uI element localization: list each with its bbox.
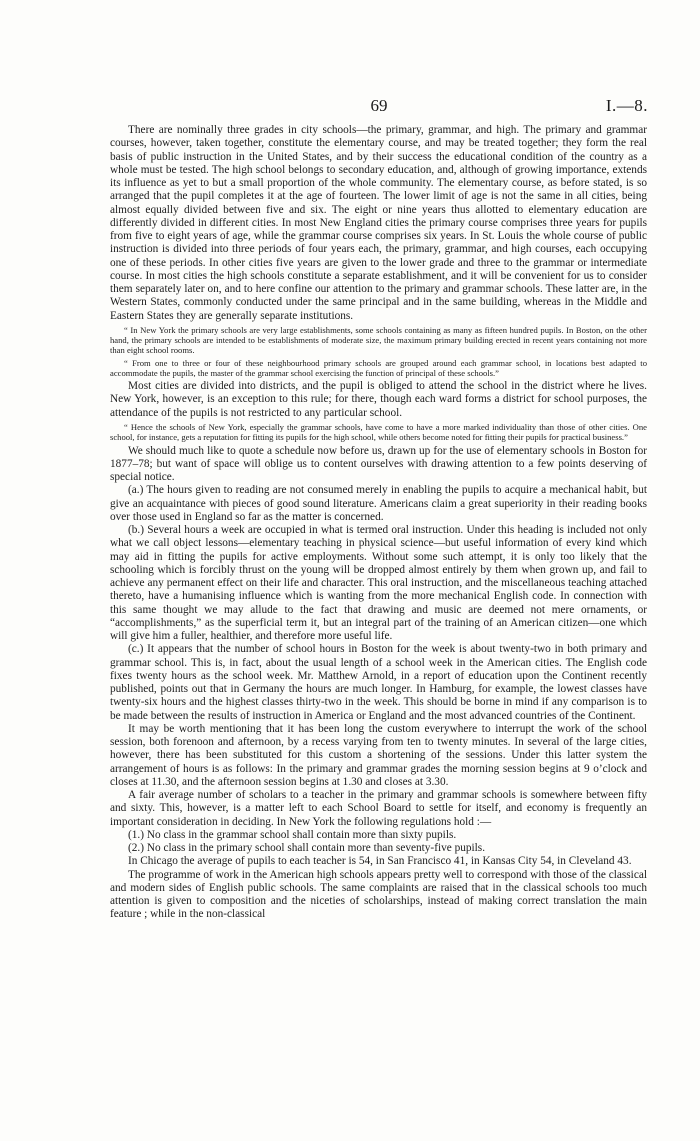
paragraph-class-size: A fair average number of scholars to a teacher in the primary and grammar schools is somewhere between fifty and sixty. This, however, is a matter left to each School Board to settle for itself, and economy is frequently an important consideration in deciding. In New York the following regulations hold :— xyxy=(110,789,647,828)
paragraph-recess: It may be worth mentioning that it has been long the custom everywhere to interrupt the work of the school session, both forenoon and afternoon, by a recess varying from ten to twenty minutes. In several of the large cities, however, there has been substituted for this custom a shortening of the sessions. Under this latter system the arrangement of hours is as follows: In the primary and grammar grades the morning session begins at 9 o’clock and closes at 11.30, and the afternoon session begins at 1.30 and closes at 3.30. xyxy=(110,722,647,788)
section-reference: I.—8. xyxy=(605,96,648,115)
body-text xyxy=(110,124,647,922)
regulation-2: (2.) No class in the primary school shall contain more than seventy-five pupils. xyxy=(128,842,486,855)
page-header xyxy=(110,96,648,120)
paragraph-point-a-reading: (a.) The hours given to reading are not consumed merely in enabling the pupils to acquire a mechanical habit, but give an acquaintance with pieces of good sound literature. Americans claim a great superiority in their reading books over those used in England so far as the matter is concerned. xyxy=(110,484,647,523)
paragraph-high-school-programme: The programme of work in the American high schools appears pretty well to correspond with those of the classical and modern sides of English public schools. The same complaints are raised that in the classical schools too much attention is given to composition and the niceties of scholarships, instead of making correct translation the main feature ; while in the non-classical xyxy=(110,868,647,921)
paragraph-districts: Most cities are divided into districts, and the pupil is obliged to attend the school in the district where he lives. New York, however, is an exception to this rule; for there, though each ward forms a district for school purposes, the attendance of the pupils is not restricted to any particular school. xyxy=(110,380,647,419)
quote-neighbourhood-schools: “ From one to three or four of these neighbourhood primary schools are grouped around each grammar school, in locations best adapted to accommodate the pupils, the master of the grammar school exercising the function of principal of these schools.” xyxy=(110,357,647,378)
paragraph-point-b-oral-instruction: (b.) Several hours a week are occupied in what is termed oral instruction. Under this heading is included not only what we call object lessons—elementary teaching in physical science—but useful information of every kind which may aid in fitting the pupils for active employments. Without some such attempt, it is only too likely that the schooling which is forcibly thrust on the young will be dropped almost entirely by them when grown up, and fail to achieve any permanent effect on their life and character. This oral instruction, and the miscellaneous teaching attached thereto, have a humanising influence which is wanting from the more mechanical English code. In connection with this same thought we may allude to the fact that drawing and music are deemed not mere ornaments, or “accomplishments,” as the superficial term it, but an integral part of the training of an American citizen—one which will give him a fuller, healthier, and therefore more useful life. xyxy=(110,524,647,643)
paragraph-city-school-grades: There are nominally three grades in city schools—the primary, grammar, and high. The primary and grammar courses, however, taken together, constitute the elementary course, and may be treated together; they form the real basis of public instruction in the United States, and by their success the educational condition of the country as a whole must be tested. The high school belongs to secondary education, and, although of growing importance, extends its influence as yet to but a small proportion of the whole community. The elementary course, as before stated, is so arranged that the pupil completes it at the age of fourteen. The lower limit of age is not the same in all cities, being almost equally divided between five and six. The eight or nine years thus allotted to elementary education are differently divided in different cities. In most New England cities the primary course comprises three years for pupils from five to eight years of age, while the grammar course comprises six years. In St. Louis the whole course of public instruction is divided into three periods of four years each, the primary, grammar, and high courses, each occupying one of these periods. In other cities five years are given to the lower grade and three to the grammar or intermediate course. In most cities the high schools constitute a separate establishment, and it will be convenient for us to consider them separately later on, and to here confine our attention to the primary and grammar schools. These latter are, in the Western States, commonly conducted under the same principal and in the same building, whereas in the Middle and Eastern States they are generally separate institutions. xyxy=(110,124,647,322)
page-number: 69 xyxy=(370,96,388,115)
regulation-1: (1.) No class in the grammar school shall contain more than sixty pupils. xyxy=(128,828,457,841)
paragraph-point-c-school-hours: (c.) It appears that the number of school hours in Boston for the week is about twenty-two in both primary and grammar school. This is, in fact, about the usual length of a school week in the American cities. The English code fixes twenty hours as the school week. Mr. Matthew Arnold, in a report of education upon the Continent recently published, points out that in Germany the hours are much longer. In Hamburg, for example, the lowest classes have twenty-six hours and the highest classes thirty-two in the week. This should be borne in mind if any comparison is to be made between the results of instruction in America or England and the most advanced countries of the Continent. xyxy=(110,643,647,722)
quote-new-york-primary: “ In New York the primary schools are very large establishments, some schools containing as many as fifteen hundred pupils. In Boston, on the other hand, the primary schools are intended to be establishments of moderate size, the maximum primary building erected in recent years containing not more than eight school rooms. xyxy=(110,324,647,356)
paragraph-city-averages: In Chicago the average of pupils to each teacher is 54, in San Francisco 41, in Kansas City 54, in Cleveland 43. xyxy=(128,855,632,868)
quote-new-york-individuality: “ Hence the schools of New York, especially the grammar schools, have come to have a more marked individuality than those of other cities. One school, for instance, gets a reputation for fitting its pupils for the high school, while others become noted for fitting their pupils for practical business.” xyxy=(110,421,647,443)
paragraph-boston-schedule: We should much like to quote a schedule now before us, drawn up for the use of elementary schools in Boston for 1877–78; but want of space will oblige us to content ourselves with drawing attention to a few points deserving of special notice. xyxy=(110,444,647,484)
